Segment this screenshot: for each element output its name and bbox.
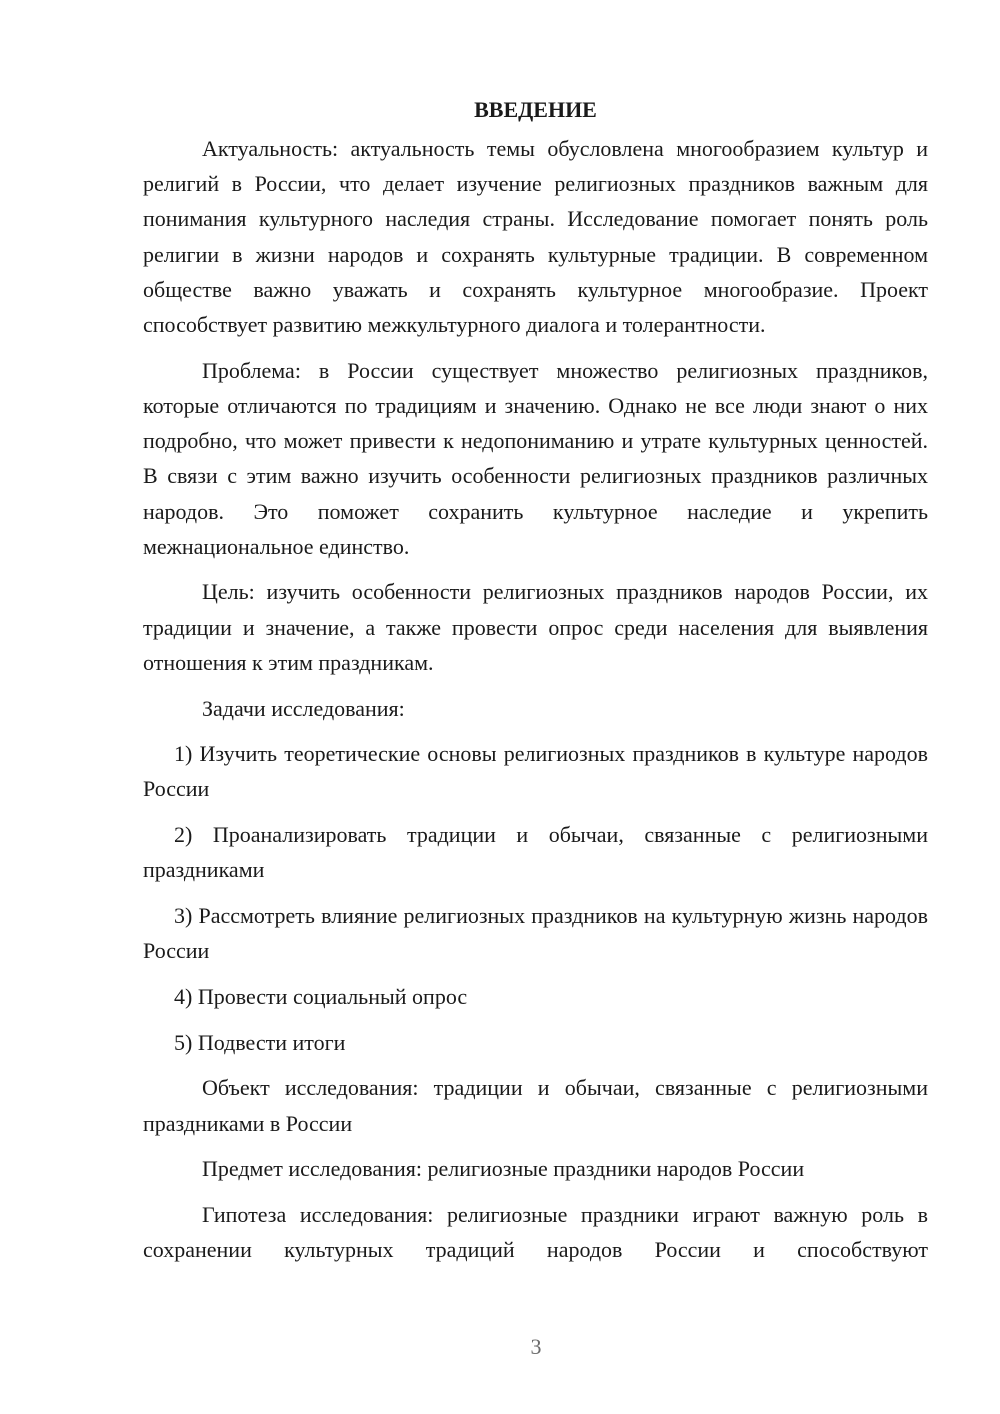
research-subject-paragraph: Предмет исследования: религиозные праздники народов России	[202, 1156, 805, 1182]
tasks-heading: Задачи исследования:	[202, 695, 405, 721]
relevance-paragraph: Актуальность: актуальность темы обусловлена многообразием культур и религий в России, что делает изучение религиозных праздников важным для понимания культурного наследия страны. Исследование помогает понять роль религии в жизни народов и сохранять культурные традиции. В современном обществе важно уважать и сохранять культурное многообразие. Проект способствует развитию межкультурного диалога и толерантности.	[143, 136, 928, 338]
list-item: 5) Подвести итоги	[174, 1029, 346, 1055]
problem-paragraph: Проблема: в России существует множество религиозных праздников, которые отличаются по традициям и значению. Однако не все люди знают о них подробно, что может привести к недопониманию и утрате культурных ценностей. В связи с этим важно изучить особенности религиозных праздников различных народов. Это поможет сохранить культурное наследие и укрепить межнациональное единство.	[143, 357, 928, 559]
goal-paragraph: Цель: изучить особенности религиозных праздников народов России, их традиции и значение, а также провести опрос среди населения для выявления отношения к этим праздникам.	[143, 579, 928, 675]
document-page	[143, 92, 928, 1278]
list-item: 4) Провести социальный опрос	[174, 983, 468, 1009]
list-item: 1) Изучить теоретические основы религиозных праздников в культуре народов России	[143, 741, 928, 802]
page-title: ВВЕДЕНИЕ	[474, 97, 597, 122]
list-item: 3) Рассмотреть влияние религиозных праздников на культурную жизнь народов России	[143, 903, 928, 964]
research-object-paragraph: Объект исследования: традиции и обычаи, связанные с религиозными праздниками в России	[143, 1075, 928, 1136]
hypothesis-paragraph: Гипотеза исследования: религиозные праздники играют важную роль в сохранении культурных традиций народов России и способствуют	[143, 1201, 928, 1263]
page-number: 3	[530, 1334, 542, 1359]
list-item: 2) Проанализировать традиции и обычаи, связанные с религиозными праздниками	[143, 822, 928, 883]
